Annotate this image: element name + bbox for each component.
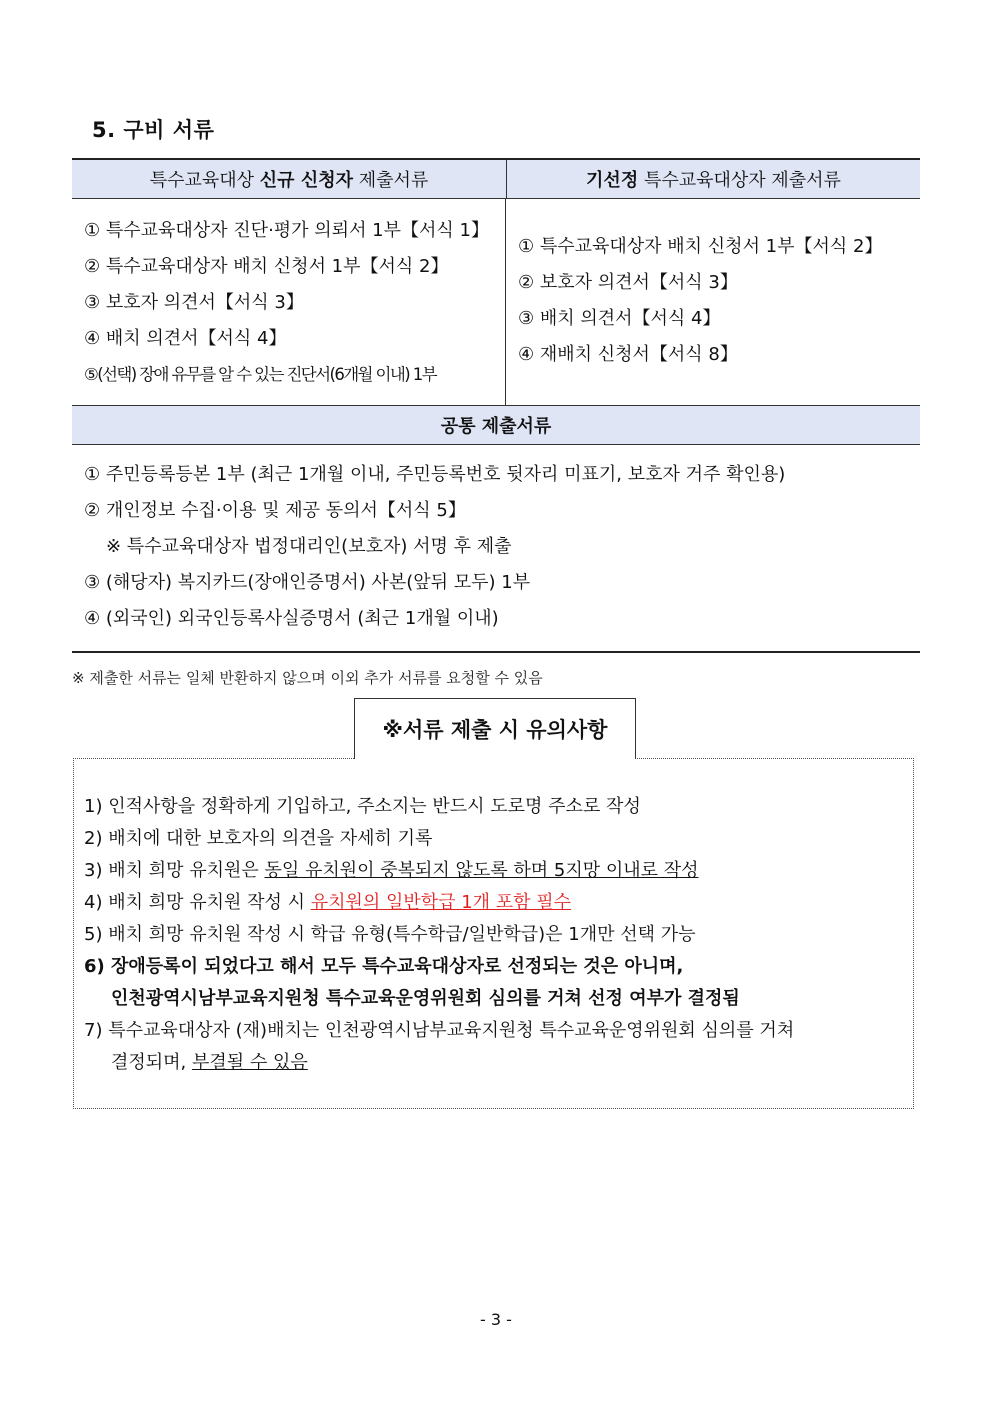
new-applicant-header [72,160,507,199]
list-item: ③ 보호자 의견서【서식 3】 [84,292,304,313]
caution-line: 인천광역시남부교육지원청 특수교육운영위원회 심의를 거쳐 선정 여부가 결정됨 [111,988,740,1009]
page-number: - 3 - [480,1310,512,1329]
caution-box [73,758,914,1109]
underlined-text: 부결될 수 있음 [192,1052,308,1073]
list-item: ② 개인정보 수집·이용 및 제공 동의서【서식 5】 [84,500,466,521]
common-documents-header: 공통 제출서류 [72,405,920,445]
existing-student-header [507,160,920,199]
list-item: ② 보호자 의견서【서식 3】 [518,272,738,293]
list-item: ④ 재배치 신청서【서식 8】 [518,344,738,365]
list-item: ① 특수교육대상자 진단·평가 의뢰서 1부【서식 1】 [84,220,489,241]
list-item: ② 특수교육대상자 배치 신청서 1부【서식 2】 [84,256,449,277]
caution-line: 5) 배치 희망 유치원 작성 시 학급 유형(특수학급/일반학급)은 1개만 선택 가능 [84,924,696,945]
header-text: 제출서류 [353,170,429,191]
list-item: ③ 배치 의견서【서식 4】 [518,308,721,329]
caution-title: ※서류 제출 시 유의사항 [354,698,636,759]
list-item: ① 특수교육대상자 배치 신청서 1부【서식 2】 [518,236,883,257]
highlighted-text: 유치원의 일반학급 1개 포함 필수 [310,892,572,913]
header-text: 특수교육대상자 제출서류 [638,170,841,191]
caution-text: 3) 배치 희망 유치원은 [84,860,265,881]
list-note: ※ 특수교육대상자 법정대리인(보호자) 서명 후 제출 [106,536,512,557]
documents-table [72,158,920,653]
caution-line [84,855,913,887]
list-item: ① 주민등록등본 1부 (최근 1개월 이내, 주민등록번호 뒷자리 미표기, 보호자 거주 확인용) [84,464,786,485]
table-header-row [72,160,920,199]
footnote: ※ 제출한 서류는 일체 반환하지 않으며 이외 추가 서류를 요청할 수 있음 [72,669,543,687]
caution-text: 4) 배치 희망 유치원 작성 시 [84,892,311,913]
header-bold-text: 기선정 [586,170,639,191]
underlined-text: 동일 유치원이 중복되지 않도록 하며 5지망 이내로 작성 [264,860,699,881]
header-text: 특수교육대상 [149,170,260,191]
list-item: ④ 배치 의견서【서식 4】 [84,328,287,349]
caution-line: 1) 인적사항을 정확하게 기입하고, 주소지는 반드시 도로명 주소로 작성 [84,796,641,817]
table-body-row [72,199,920,405]
caution-line: 7) 특수교육대상자 (재)배치는 인천광역시남부교육지원청 특수교육운영위원회 심의를 거쳐 [84,1020,795,1041]
caution-line [84,887,913,919]
caution-text: 결정되며, [111,1052,192,1073]
header-bold-text: 신규 신청자 [259,170,353,191]
caution-line: 2) 배치에 대한 보호자의 의견을 자세히 기록 [84,828,433,849]
common-documents-list [72,445,920,651]
caution-line [84,1047,913,1079]
list-item: ⑤(선택) 장애 유무를 알 수 있는 진단서(6개월 이내) 1부 [84,365,436,384]
new-applicant-list [72,199,506,405]
list-item: ④ (외국인) 외국인등록사실증명서 (최근 1개월 이내) [84,608,499,629]
section-title: 5. 구비 서류 [92,118,215,142]
list-item: ③ (해당자) 복지카드(장애인증명서) 사본(앞뒤 모두) 1부 [84,572,531,593]
existing-student-list [506,199,920,405]
caution-line: 6) 장애등록이 되었다고 해서 모두 특수교육대상자로 선정되는 것은 아니며, [84,956,684,977]
